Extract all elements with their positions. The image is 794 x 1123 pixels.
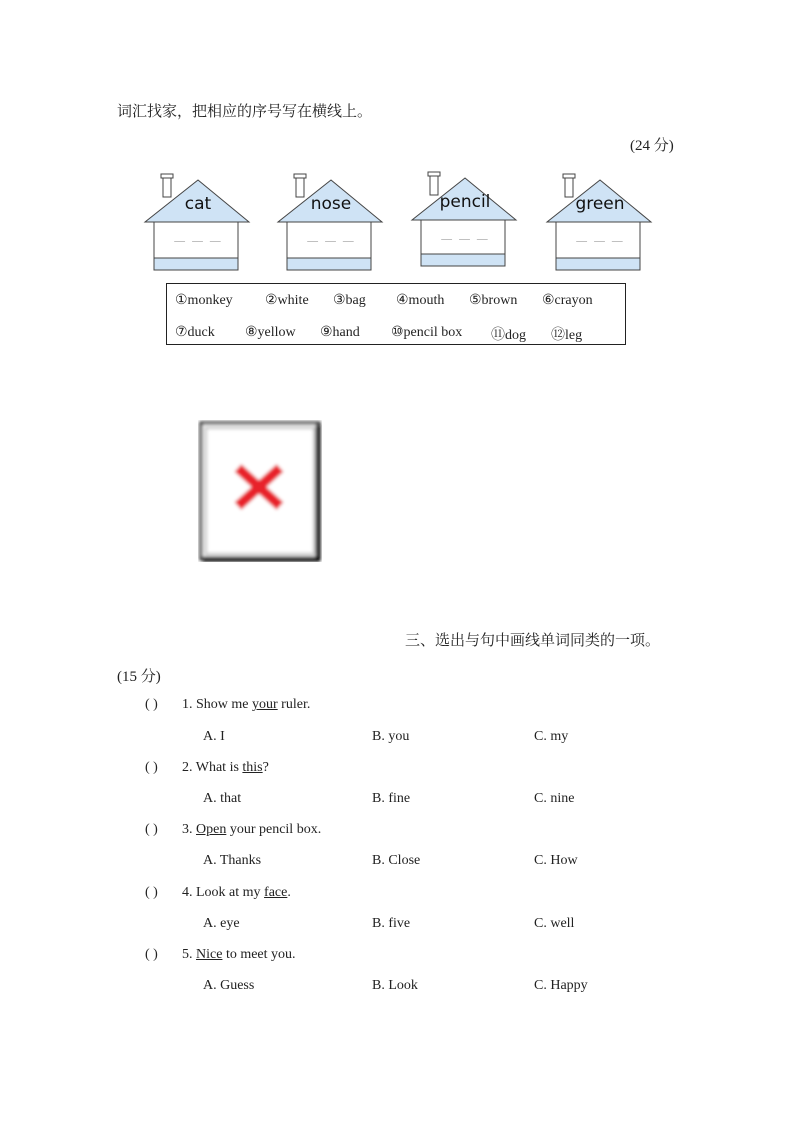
house-word: green bbox=[575, 194, 625, 214]
answer-blanks[interactable]: — — — bbox=[306, 234, 356, 248]
answer-paren[interactable]: ( ) bbox=[145, 822, 158, 837]
option-b: B. fine bbox=[372, 791, 411, 806]
underlined-word: Nice bbox=[196, 947, 223, 962]
house-cat bbox=[143, 172, 253, 272]
underlined-word: your bbox=[252, 697, 278, 712]
word-bank-item: ⑤brown bbox=[469, 293, 518, 308]
option-c: C. well bbox=[534, 916, 575, 931]
option-a: A. Thanks bbox=[203, 853, 262, 868]
question-text: 5. Nice to meet you. bbox=[182, 947, 296, 962]
house-word: nose bbox=[310, 194, 352, 214]
option-a: A. Guess bbox=[203, 978, 255, 993]
house-pencil bbox=[410, 170, 520, 270]
word-bank-item: ⑦duck bbox=[175, 325, 215, 340]
option-c: C. How bbox=[534, 853, 578, 868]
broken-image-x-icon bbox=[198, 420, 322, 562]
word-bank-item: ②white bbox=[265, 293, 309, 308]
option-c: C. nine bbox=[534, 791, 575, 806]
word-bank bbox=[166, 283, 626, 345]
section-score: (15 分) bbox=[117, 669, 161, 685]
option-b: B. five bbox=[372, 916, 411, 931]
question-text: 4. Look at my face. bbox=[182, 885, 291, 900]
house-drawing-icon bbox=[143, 172, 253, 272]
option-a: A. I bbox=[203, 729, 225, 744]
section-instruction: 词汇找家，把相应的序号写在横线上。 bbox=[117, 102, 373, 120]
broken-image-placeholder bbox=[198, 420, 322, 562]
word-bank-item: ⑩pencil box bbox=[391, 325, 463, 340]
question-text: 3. Open your pencil box. bbox=[182, 822, 322, 837]
question-text: 2. What is this? bbox=[182, 760, 269, 775]
section-score: (24 分) bbox=[630, 138, 674, 154]
answer-blanks[interactable]: — — — bbox=[173, 234, 223, 248]
answer-paren[interactable]: ( ) bbox=[145, 947, 158, 962]
section-title: 三、选出与句中画线单词同类的一项。 bbox=[405, 631, 661, 649]
underlined-word: this bbox=[242, 760, 263, 775]
house-word: pencil bbox=[439, 192, 491, 212]
option-b: B. Look bbox=[372, 978, 418, 993]
answer-paren[interactable]: ( ) bbox=[145, 885, 158, 900]
option-b: B. Close bbox=[372, 853, 421, 868]
word-bank-item: ⑫leg bbox=[551, 328, 583, 343]
word-bank-item: ①monkey bbox=[175, 293, 233, 308]
underlined-word: Open bbox=[196, 822, 227, 837]
option-c: C. my bbox=[534, 729, 569, 744]
word-bank-item: ④mouth bbox=[396, 293, 445, 308]
word-bank-item: ⑥crayon bbox=[542, 293, 593, 308]
house-drawing-icon bbox=[410, 170, 520, 270]
answer-paren[interactable]: ( ) bbox=[145, 697, 158, 712]
answer-blanks[interactable]: — — — bbox=[575, 234, 625, 248]
house-drawing-icon bbox=[276, 172, 386, 272]
house-word: cat bbox=[184, 194, 212, 214]
house-drawing-icon bbox=[545, 172, 655, 272]
underlined-word: face bbox=[264, 885, 288, 900]
answer-paren[interactable]: ( ) bbox=[145, 760, 158, 775]
house-nose bbox=[276, 172, 386, 272]
house-green bbox=[545, 172, 655, 272]
word-bank-item: ⑧yellow bbox=[245, 325, 296, 340]
option-b: B. you bbox=[372, 729, 410, 744]
answer-blanks[interactable]: — — — bbox=[440, 232, 490, 246]
question-text: 1. Show me your ruler. bbox=[182, 697, 311, 712]
word-bank-item: ③bag bbox=[333, 293, 366, 308]
word-bank-item: ⑪dog bbox=[491, 328, 526, 343]
option-a: A. that bbox=[203, 791, 242, 806]
option-a: A. eye bbox=[203, 916, 240, 931]
option-c: C. Happy bbox=[534, 978, 588, 993]
word-bank-item: ⑨hand bbox=[320, 325, 360, 340]
